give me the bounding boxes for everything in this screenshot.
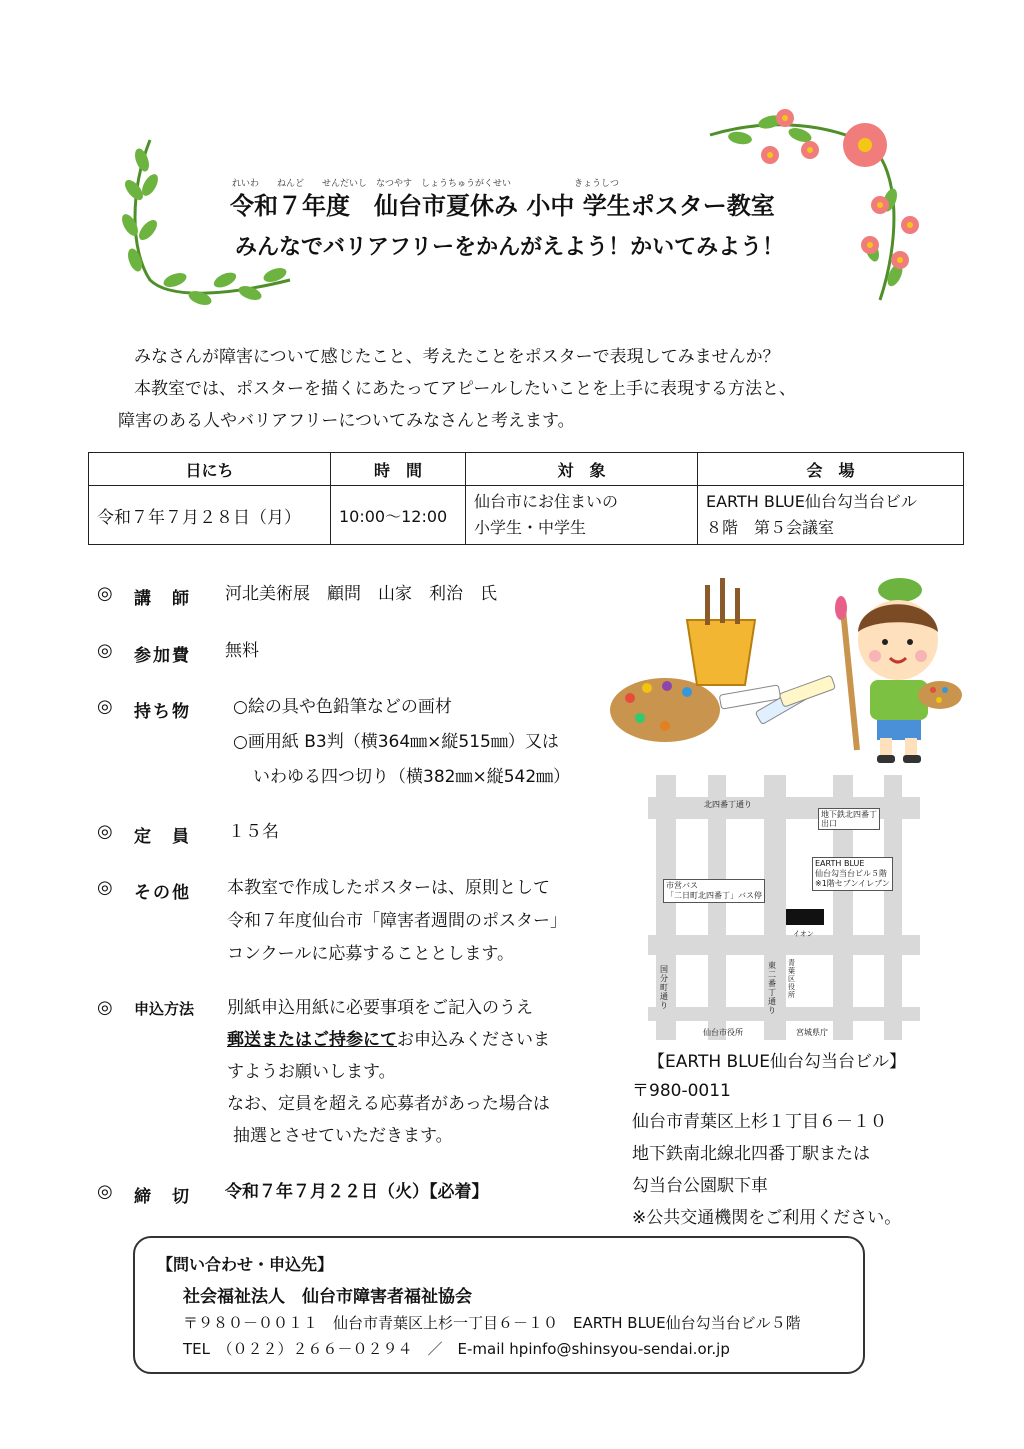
- bullet-mark: ◎: [97, 1181, 113, 1202]
- bullet-mark: ◎: [97, 583, 113, 604]
- items-line-3: いわゆる四つ切り（横382㎜×縦542㎜）: [253, 767, 571, 787]
- venue-line-1: EARTH BLUE仙台勾当台ビル: [706, 492, 917, 511]
- other-line-1: 本教室で作成したポスターは、原則として: [227, 878, 550, 898]
- other-label: その他: [134, 883, 191, 903]
- deadline-label: 締 切: [134, 1187, 191, 1207]
- bullet-mark: ◎: [97, 821, 113, 842]
- map-label-pref-office: 宮城県庁: [796, 1028, 828, 1037]
- map-label-kokubuncho: 国分町通り: [660, 965, 668, 1010]
- items-label: 持ち物: [134, 702, 191, 722]
- header-date: 日にち: [89, 453, 331, 486]
- map-address: 仙台市青葉区上杉１丁目６－１０: [632, 1112, 887, 1132]
- map-label-aoba-ward: 青葉区役所: [788, 959, 795, 999]
- page-subtitle: みんなでバリアフリーをかんがえよう！かいてみよう！: [235, 235, 785, 260]
- cell-venue: [698, 486, 964, 545]
- map-label-bus-stop: 市営バス 「二日町北四番丁」バス停: [663, 879, 765, 903]
- apply-line-2: [227, 1024, 550, 1056]
- apply-line-3: すようお願いします。: [227, 1062, 396, 1082]
- building-marker: [786, 909, 824, 925]
- target-line-2: 小学生・中学生: [474, 518, 587, 537]
- access-map: [648, 775, 920, 1040]
- target-line-1: 仙台市にお住まいの: [474, 492, 619, 511]
- cell-time: 10:00～12:00: [331, 486, 466, 545]
- contact-org: 社会福祉法人 仙台市障害者福祉協会: [183, 1287, 472, 1307]
- map-access-2: 勾当台公園駅下車: [632, 1176, 768, 1196]
- instructor-value: 河北美術展 顧問 山家 利治 氏: [225, 584, 497, 604]
- contact-heading: 【問い合わせ・申込先】: [157, 1255, 334, 1274]
- venue-line-2: ８階 第５会議室: [706, 518, 835, 537]
- page-title: 令和７年度 仙台市夏休み 小中 学生ポスター教室: [230, 192, 775, 220]
- header-target: 対 象: [466, 453, 698, 486]
- apply-line-1: 別紙申込用紙に必要事項をご記入のうえ: [227, 998, 533, 1018]
- header-time: 時 間: [331, 453, 466, 486]
- apply-label: 申込方法: [134, 1000, 195, 1018]
- fee-value: 無料: [225, 641, 259, 661]
- bullet-mark: ◎: [97, 997, 113, 1018]
- deadline-value: 令和７年７月２２日（火）【必着】: [225, 1182, 489, 1202]
- map-access-1: 地下鉄南北線北四番丁駅または: [632, 1144, 870, 1164]
- apply-line-2-rest: お申込みくださいま: [397, 1030, 550, 1050]
- map-label-aeon: イオン: [793, 930, 814, 938]
- other-line-3: コンクールに応募することとします。: [227, 944, 514, 964]
- items-line-2: ○画用紙 B3判（横364㎜×縦515㎜）又は: [233, 732, 559, 752]
- info-table: [88, 452, 964, 545]
- header-venue: 会 場: [698, 453, 964, 486]
- map-caption: 【EARTH BLUE仙台勾当台ビル】: [648, 1052, 906, 1072]
- apply-line-4: なお、定員を超える応募者があった場合は: [227, 1094, 550, 1114]
- contact-address: 〒９８０－００１１ 仙台市青葉区上杉一丁目６－１０ EARTH BLUE仙台勾当台ビル５階: [183, 1314, 801, 1332]
- items-line-1: ○絵の具や色鉛筆などの画材: [233, 697, 452, 717]
- intro-line-3: 障害のある人やバリアフリーについてみなさんと考えます。: [118, 411, 575, 431]
- intro-line-2: 本教室では、ポスターを描くにあたってアピールしたいことを上手に表現する方法と、: [134, 379, 796, 399]
- title-ruby: れいわ ねんど せんだいし なつやす しょうちゅうがくせい きょうしつ: [232, 179, 620, 189]
- other-line-2: 令和７年度仙台市「障害者週間のポスター」: [227, 911, 567, 931]
- map-label-higashi-nibancho: 東二番丁通り: [768, 961, 776, 1015]
- intro-line-1: みなさんが障害について感じたこと、考えたことをポスターで表現してみませんか？: [134, 347, 780, 367]
- bullet-mark: ◎: [97, 696, 113, 717]
- apply-method-emphasis: 郵送またはご持参にて: [227, 1030, 397, 1050]
- bullet-mark: ◎: [97, 640, 113, 661]
- map-label-city-hall: 仙台市役所: [703, 1028, 743, 1037]
- capacity-label: 定 員: [134, 827, 191, 847]
- map-label-building: EARTH BLUE 仙台勾当台ビル５階 ※1階セブンイレブン: [812, 857, 893, 891]
- instructor-label: 講 師: [134, 589, 191, 609]
- bullet-mark: ◎: [97, 877, 113, 898]
- cell-target: [466, 486, 698, 545]
- map-label-subway-exit: 地下鉄北四番丁 出口: [818, 808, 880, 830]
- cell-date: 令和７年７月２８日（月）: [89, 486, 331, 545]
- capacity-value: １５名: [228, 822, 279, 842]
- map-postal: 〒980-0011: [632, 1081, 731, 1101]
- fee-label: 参加費: [134, 646, 191, 666]
- table-row: [89, 486, 964, 545]
- map-label-north-street: 北四番丁通り: [704, 800, 752, 809]
- map-note: ※公共交通機関をご利用ください。: [632, 1208, 902, 1228]
- contact-tel-email: TEL （０２２）２６６－０２９４ ／ E-mail hpinfo@shinsyou-sendai.or.jp: [183, 1340, 730, 1358]
- painting-illustration: [605, 570, 975, 765]
- apply-line-5: 抽選とさせていただきます。: [233, 1126, 453, 1146]
- table-header-row: [89, 453, 964, 486]
